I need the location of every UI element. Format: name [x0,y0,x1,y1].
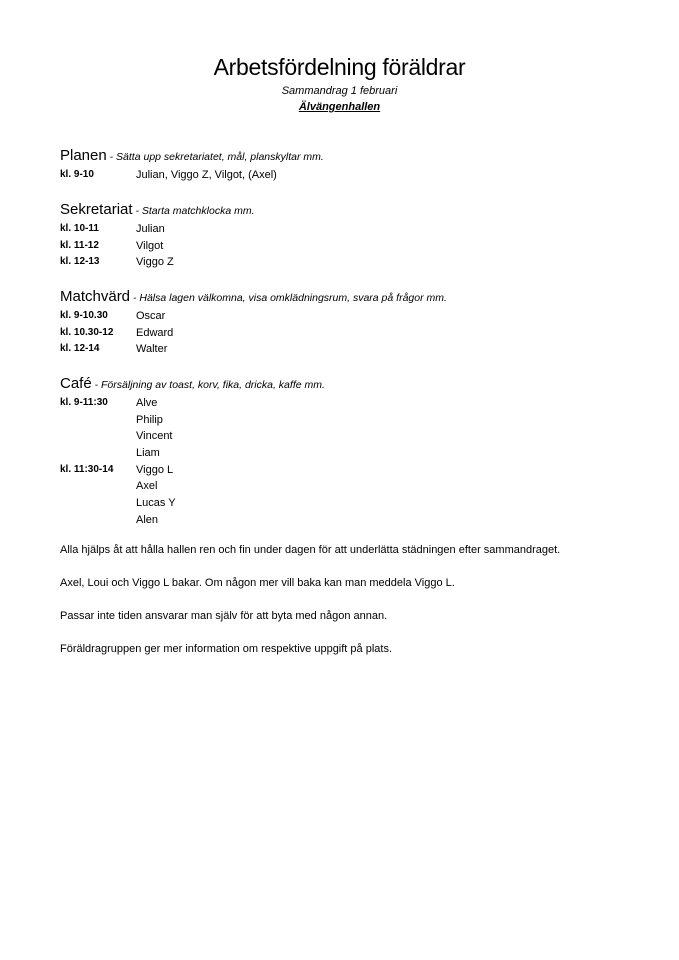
time-slot: kl. 12-13 [60,256,100,268]
document-venue: Älvängenhallen [298,101,381,113]
assigned-names: Walter [136,343,168,356]
assigned-names: Julian, Viggo Z, Vilgot, (Axel) [136,169,277,181]
section-header [60,200,640,221]
note-paragraph: Föräldragruppen ger mer information om respektive uppgift på plats. [60,643,393,655]
note-paragraph: Axel, Loui och Viggo L bakar. Om någon mer vill baka kan man meddela Viggo L. [60,577,455,589]
assigned-names: Philip [136,413,163,426]
schedule-row [60,325,640,342]
time-slot: kl. 10.30-12 [60,326,114,338]
schedule-row [60,341,640,358]
section-description: - Starta matchklocka mm. [132,205,255,217]
schedule-row [60,395,640,412]
section-description: - Försäljning av toast, korv, fika, dricka, kaffe mm. [91,379,325,391]
assigned-names: Alen [136,513,159,526]
time-slot: kl. 11:30-14 [60,463,114,475]
section-header [60,146,640,167]
schedule-row [60,254,640,271]
assigned-names: Edward [136,326,174,339]
schedule-row [60,478,640,495]
note-paragraph: Passar inte tiden ansvarar man själv för att byta med någon annan. [60,610,388,622]
section-planen [60,146,640,184]
time-slot: kl. 12-14 [60,343,100,355]
schedule-row [60,221,640,238]
schedule-row [60,412,640,429]
schedule-row [60,445,640,462]
time-slot: kl. 9-10 [60,169,94,180]
note-paragraph: Alla hjälps åt att hålla hallen ren och fin under dagen för att underlätta städningen efter sammandraget. [60,544,561,556]
section-heading: Planen [60,147,107,164]
schedule-row [60,167,640,184]
schedule-row [60,495,640,512]
assigned-names: Viggo L [136,463,174,476]
time-slot: kl. 11-12 [60,239,99,251]
section-heading: Sekretariat [60,201,133,218]
assigned-names: Axel [136,480,158,493]
schedule-row [60,462,640,479]
time-slot: kl. 9-11:30 [60,397,108,408]
section-heading: Café [60,375,92,392]
section-sekretariat [60,200,640,271]
assigned-names: Alve [136,397,158,409]
time-slot: kl. 9-10.30 [60,310,108,321]
schedule-row [60,238,640,255]
assigned-names: Lucas Y [136,497,176,510]
section-header [60,374,640,395]
assigned-names: Viggo Z [136,256,174,269]
schedule-row [60,308,640,325]
assigned-names: Vilgot [136,239,164,252]
document-title: Arbetsfördelning föräldrar [213,54,466,80]
document-subtitle: Sammandrag 1 februari [281,85,398,97]
section-description: - Sätta upp sekretariatet, mål, planskyltar mm. [106,151,324,163]
assigned-names: Liam [136,447,160,460]
schedule-row [60,512,640,529]
assigned-names: Oscar [136,310,166,322]
section-cafe [60,374,640,529]
section-matchvard [60,287,640,358]
time-slot: kl. 10-11 [60,223,99,234]
schedule-row [60,428,640,445]
section-heading: Matchvärd [60,288,131,305]
assigned-names: Vincent [136,430,173,443]
section-header [60,287,640,308]
section-description: - Hälsa lagen välkomna, visa omklädningsrum, svara på frågor mm. [130,292,447,304]
assigned-names: Julian [136,223,165,235]
